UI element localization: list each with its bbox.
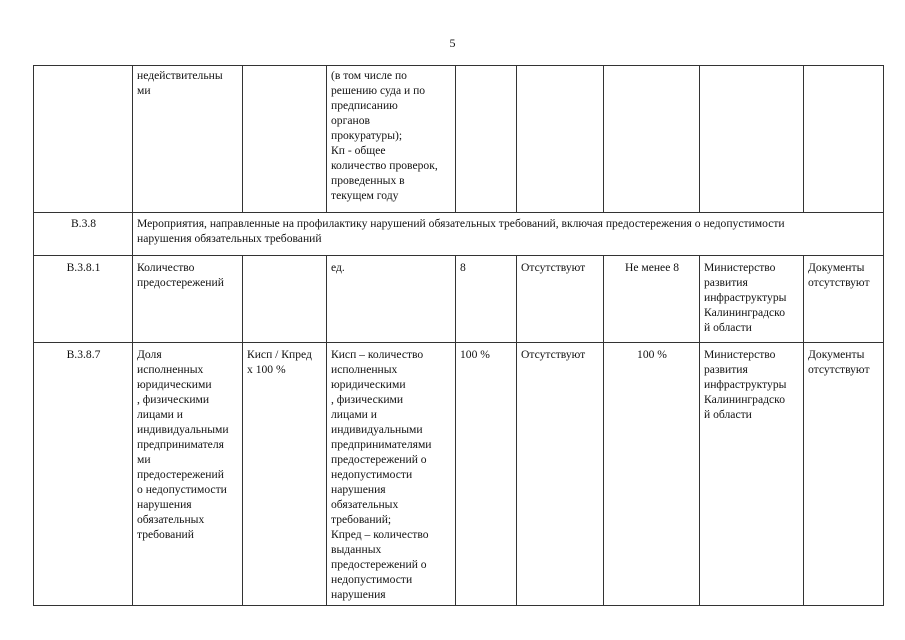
cell-baseline: Отсутствуют	[517, 343, 604, 606]
cell-indicator-name: недействительны ми	[133, 66, 243, 213]
cell-formula	[243, 66, 327, 213]
cell-responsible	[700, 66, 804, 213]
cell-code: В.3.8.7	[34, 343, 133, 606]
cell-definition: (в том числе по решению суда и по предписанию органов прокуратуры); Кп - общее количество проверок, проведенных в текущем году	[327, 66, 456, 213]
cell-formula: Кисп / Кпред х 100 %	[243, 343, 327, 606]
cell-code: В.3.8.1	[34, 256, 133, 343]
cell-section-title: Мероприятия, направленные на профилактику нарушений обязательных требований, включая предостережения о недопустимости нарушения обязательных требований	[133, 213, 884, 256]
cell-unit: 100 %	[456, 343, 517, 606]
cell-unit: 8	[456, 256, 517, 343]
cell-definition: Кисп – количество исполненных юридическими , физическими лицами и индивидуальными предпринимателями предостережений о недопустимости нарушения обязательных требований; Кпред – количество выданных предостережений о недопустимости нарушения	[327, 343, 456, 606]
indicators-table	[33, 65, 884, 606]
cell-documents: Документы отсутствуют	[804, 343, 884, 606]
cell-baseline	[517, 66, 604, 213]
page-number: 5	[449, 36, 456, 50]
cell-code	[34, 66, 133, 213]
cell-target	[604, 66, 700, 213]
cell-responsible: Министерство развития инфраструктуры Калининградско й области	[700, 256, 804, 343]
table-row	[34, 66, 884, 213]
cell-code: В.3.8	[34, 213, 133, 256]
cell-unit	[456, 66, 517, 213]
cell-responsible: Министерство развития инфраструктуры Калининградско й области	[700, 343, 804, 606]
table-row	[34, 343, 884, 606]
cell-baseline: Отсутствуют	[517, 256, 604, 343]
cell-definition: ед.	[327, 256, 456, 343]
cell-indicator-name: Доля исполненных юридическими , физическими лицами и индивидуальными предпринимателя ми предостережений о недопустимости нарушения обязательных требований	[133, 343, 243, 606]
cell-documents	[804, 66, 884, 213]
cell-target: Не менее 8	[604, 256, 700, 343]
table-row	[34, 256, 884, 343]
cell-indicator-name: Количество предостережений	[133, 256, 243, 343]
cell-documents: Документы отсутствуют	[804, 256, 884, 343]
cell-formula	[243, 256, 327, 343]
table-row	[34, 213, 884, 256]
cell-target: 100 %	[604, 343, 700, 606]
